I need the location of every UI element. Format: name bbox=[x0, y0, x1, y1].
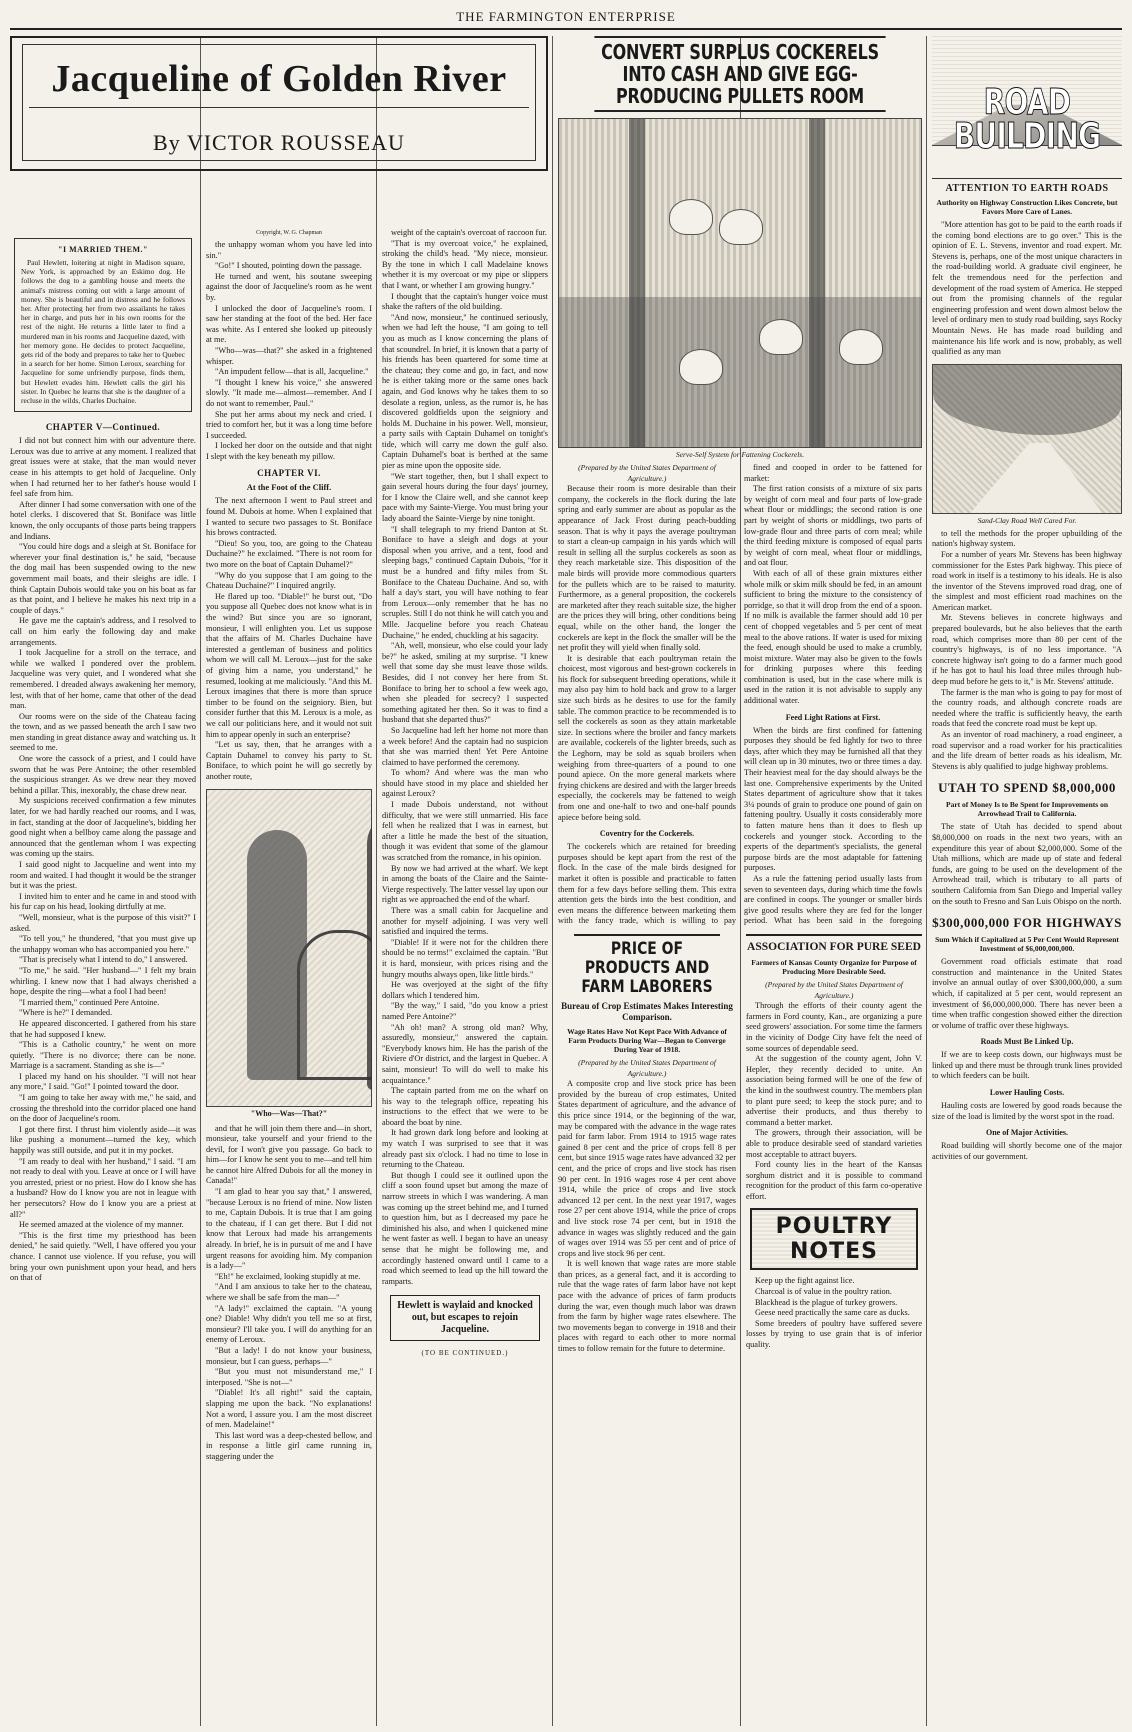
paragraph: "This is a Catholic country," he went on more quietly. "There is no divorce; there can be none. Marriage is a sacrament. Standing as she is—" bbox=[10, 1040, 196, 1071]
paragraph: I locked her door on the outside and that night I slept with the key beneath my pillow. bbox=[206, 441, 372, 461]
paragraph: "An impudent fellow—that is all, Jacqueline." bbox=[215, 367, 369, 377]
paragraph: "That is precisely what I intend to do," I answered. bbox=[19, 955, 188, 965]
paragraph: "But a lady! I do not know your business, monsieur, but I can guess, perhaps—" bbox=[206, 1345, 372, 1366]
price-body bbox=[558, 1079, 736, 1354]
paragraph: "Who—was—that?" she asked in a frightened whisper. bbox=[206, 345, 372, 366]
paragraph: The first ration consists of a mixture of six parts by weight of corn meal and four parts of low-grade wheat flour or middlings; the second ration is one part by weight of shorts or middlings, two parts of low-grade flour and three parts of corn meal; while the third feeding mixture is composed of equal parts by weight of corn meal, wheat flour or middlings, and oat flour. bbox=[744, 484, 922, 568]
major-body bbox=[932, 1141, 1122, 1162]
man-figure bbox=[367, 810, 372, 1090]
road-article bbox=[932, 36, 1122, 1726]
road-body-b bbox=[932, 529, 1122, 773]
paragraph: This last word was a deep-chested bellow, and in response a little girl came running in, staggering under the bbox=[206, 1430, 372, 1461]
paragraph: "Well, monsieur, what is the purpose of this visit?" I asked. bbox=[10, 912, 196, 933]
linked-body bbox=[932, 1050, 1122, 1082]
seed-deck: Farmers of Kansas County Organize for Purpose of Producing More Desirable Seed. bbox=[751, 958, 917, 976]
price-credit: (Prepared by the United States Department of Agriculture.) bbox=[578, 1058, 716, 1078]
serial-column-1 bbox=[10, 232, 196, 1726]
paragraph: "I married them," continued Pere Antoine. bbox=[19, 997, 160, 1007]
hen-icon bbox=[719, 209, 763, 245]
paragraph: "I shall telegraph to my friend Danton at St. Boniface to have a sleigh and dogs at your disposal when you arrive, and a tent, food and sleeping bags," continued Captain Dubois, "for it must be a hundred and fifty miles from St. Boniface to the Chateau Duchaine. And so, with half a day's start, you will have nothing to fear from Leroux—only remember that he has no scruples. Still I do not think he will catch you and Mlle. Jacqueline before you reach Chateau Duchaine," he ended, chuckling at his sagacity. bbox=[382, 524, 548, 640]
paragraph: When the birds are first confined for fattening purposes they should be fed lightly for two to three days, after which they may be furnished all that they will clean up in 30 minutes, two or three times a day. Their heaviest meal for the day should always be the last one. Comprehensive experiments by the United States department of agriculture show that it takes 3¼ pounds of grain to produce one pound of gain on fattening poultry. Usually it costs considerably more to fatten mature hens than it does to flesh up cockerels and younger stock. According to the experts of the department's specialists, the general purpose birds are the most adaptable for fattening purposes. bbox=[744, 725, 922, 873]
paragraph: I took Jacqueline for a stroll on the terrace, and while we walked I pondered over the problem. Jacqueline was very quiet, and I wondered what she remembered. I dreaded always awakening her memory, lest, with that of her home, came that other of the dead man. bbox=[10, 648, 196, 711]
serial-column-3 bbox=[382, 228, 548, 1726]
paragraph: The cockerels which are retained for breeding purposes should be kept apart from the rest of the flock. In the case of the male birds designed for market it often is possible and practicable to fatten them for a few days before selling them. This extra attention gets the birds into the best condition, and even means the difference between marketing them with the fancy trade, which is willing to pay bbox=[558, 842, 736, 926]
paragraph: "Let us say, then, that he arranges with a Captain Duhamel to convey his party to St. Boniface, to which point he will go secretly by another route, bbox=[206, 740, 372, 781]
paragraph: He gave me the captain's address, and I resolved to call on him early the following day and make arrangements. bbox=[10, 616, 196, 647]
paragraph: The next afternoon I went to Paul street and found M. Dubois at home. When I explained that I wanted to secure two passages to St. Boniface his brows contracted. bbox=[206, 496, 372, 538]
column-rule bbox=[552, 36, 553, 1726]
paragraph: I did not but connect him with our adventure there. Leroux was due to arrive at any moment. I realized that great issues were at stake, that the man would never cease in his attempts to get hold of Jacqueline. Only when I had returned her to her father's house would I feel safe from him. bbox=[10, 436, 196, 499]
poultry-photo bbox=[558, 118, 922, 448]
paragraph: "Where is he?" I demanded. bbox=[19, 1008, 113, 1018]
paragraph: to tell the methods for the proper upbuilding of the nation's highway system. bbox=[932, 528, 1122, 549]
utah-body bbox=[932, 822, 1122, 907]
paragraph: I thought that the captain's hunger voice must shake the rafters of the old building. bbox=[382, 291, 548, 312]
paragraph: But though I could see it outlined upon the cliff a soon found upset but among the maze of narrow streets in which I was wandering. A man was coming up the street behind me, and I turned to question him, but as I decreased my pace he diminished his also, and when I quickened mine he went faster as well. I began to have an uneasy sense that he might be following me, and accordingly hastened onward until I came to a road which seemed to lead up the hill toward the ramparts. bbox=[382, 1170, 548, 1286]
paragraph: Through the efforts of their county agent the farmers in Ford county, Kan., are organizing a pure seed growers' association. For some time the farmers in the vicinity of Dodge City have felt the need of some sources of dependable seed. bbox=[746, 1001, 922, 1053]
road-deck: Authority on Highway Construction Likes Concrete, but Favors More Care of Lanes. bbox=[936, 198, 1118, 216]
paragraph: A composite crop and live stock price has been provided by the bureau of crop estimates, United States department of agriculture, and the advance of this price since 1914, or the beginning of the war, may be compared with the advance in the wage rates paid for farm labor. From 1914 to 1915 wage rates gained 8 per cent and the price of crops fell 8 per cent, but since 1915 wage rates have advanced 32 per cent, and the price of crops and live stock has risen 90 per cent. In 1916 wages rose 4 per cent above 1914, while the price of crops and live stock advanced 12 per cent. In the next year 1917, wages rose 27 per cent above 1914, while the price of crops and live stock rose 74 per cent, but in 1918 the advance in wages was slightly reduced and the gain of wages over 1914 was 55 per cent and of price of crops and live stock 96 per cent. bbox=[558, 1079, 736, 1258]
paragraph: "This is the first time my priesthood has been denied," he said quietly. "Well, I have offered you your chance. I cannot use violence. If you refuse, you will bring your own punishment upon your head, and hers on that of bbox=[10, 1230, 196, 1283]
masthead-title: THE FARMINGTON ENTERPRISE bbox=[456, 9, 676, 24]
chapter-vi-heading: CHAPTER VI. bbox=[257, 468, 321, 479]
paragraph: He turned and went, his soutane sweeping against the door of Jacqueline's room as he went by. bbox=[206, 271, 372, 302]
column-rule bbox=[926, 36, 927, 1726]
paragraph: Because their room is more desirable than their company, the cockerels in the flock during the late spring and early summer are about as popular as the appearance of Jack Frost during peach-budding season. That is why it pays the average poultryman to start a clean-up campaign in his yards which will result in selling all the surplus cockerels as soon as they reach marketable size. This disposition of the male birds will provide more commodious quarters for the pullets which are to be raised to maturity. Furthermore, as a general proposition, the cockerels are marketed after they reach suitable size, the higher are the prices they will bring, other conditions being equal, while on the other hand, the longer the cockerels are kept in the flock the smaller will be the net profit they will yield when finally sold. bbox=[558, 484, 736, 653]
paragraph: Keep up the fight against lice. bbox=[755, 1276, 855, 1286]
paragraph: The captain parted from me on the wharf on his way to the telegraph office, repeating his instructions to the effect that we were to be aboard the boat by nine. bbox=[382, 1086, 548, 1127]
poultry-headline: CONVERT SURPLUS COCKERELS INTO CASH AND GIVE EGG-PRODUCING PULLETS ROOM bbox=[594, 36, 885, 112]
hen-icon bbox=[679, 349, 723, 385]
paragraph: I got there first. I thrust him violently aside—it was like pushing a monument—turned the key, which happily was still outside, and put it in my pocket. bbox=[10, 1124, 196, 1156]
serial-header bbox=[10, 36, 548, 226]
serial-title: Jacqueline of Golden River bbox=[51, 58, 507, 100]
paragraph: As an inventor of road machinery, a road engineer, a road supervisor and a road worker for his practicalities and the life dream of better roads as his idealism, Mr. Stevens is ably qualified to judge highway problems. bbox=[932, 730, 1122, 771]
paragraph: Blackhead is the plague of turkey growers. bbox=[755, 1297, 898, 1307]
paragraph: There was a small cabin for Jacqueline and another for myself adjoining. I was very well satisfied and inquired the terms. bbox=[382, 906, 548, 937]
poultry-right-body-b bbox=[744, 726, 922, 926]
paragraph: At the suggestion of the county agent, John V. Hepler, they recently decided to unite. An association being formed will be one of the few of the kind in the southwest country. The members plan to plant pure seed; to keep the stock pure; and to advertise their products, and thus thereby to command a better market. bbox=[746, 1054, 922, 1127]
paragraph: "But you must not misunderstand me," I interposed. "She is not—" bbox=[206, 1367, 372, 1387]
paragraph: "Ah oh! man? A strong old man? Why, assuredly, monsieur," answered the captain. "Everybody knows him. He has the parish of the Riviere d'Or district, and the largest in Quebec. A saint, monsieur! To will do well to make his acquaintance." bbox=[382, 1022, 548, 1085]
price-headline: PRICE OF PRODUCTS AND FARM LABORERS bbox=[574, 934, 720, 997]
paragraph: It is desirable that each poultryman retain the choicest, most vigorous and best-grown cockerels in his flock for subsequent breeding operations, while it may also pay him to hold back and grow to a larger size such birds as he desires to use for the family table. The common practice to be recommended is to sell the cockerels as soon as they attain marketable size. In sections where the broiler and fancy markets are available, cockerels of the lighter breeds, such as the Leghorn, may be sold as squab broilers when weighing from three-quarters of a pound to one pound apiece. On the more general markets where frying chickens are desired and with the larger breeds especially, the cockerels may be fattened to weigh from one and one-half to two and one-half pounds apiece before being sold. bbox=[558, 653, 736, 822]
paragraph: As a rule the fattening period usually lasts from seven to seventeen days, during which time the fowls are confined in coops. The younger or smaller birds give good results where they are fed for the longer period. What has been said in the foregoing bbox=[744, 873, 922, 926]
subhead-coventry: Coventry for the Cockerels. bbox=[599, 829, 695, 839]
paragraph: To whom? And where was the man who should have stood in my place and shielded her against Leroux? bbox=[382, 768, 548, 799]
paragraph: "To me," he said. "Her husband—" I felt my brain whirling. I knew now that I had always cherished a hope, despite the ring—what a fool I had been! bbox=[10, 965, 196, 997]
paragraph: He was overjoyed at the sight of the fifty dollars which I tendered him. bbox=[382, 980, 548, 1000]
paragraph: "A lady!" exclaimed the captain. "A young one? Diable! Why didn't you tell me so at first, monsieur? I'll take you. I will do anything for an enemy of Leroux. bbox=[206, 1303, 372, 1345]
poultry-notes-headline: POULTRY NOTES bbox=[750, 1208, 918, 1270]
paragraph: Hauling costs are lowered by good roads because the size of the load is limited by the worst spot in the road. bbox=[932, 1101, 1122, 1121]
illustration-caption: "Who—Was—That?" bbox=[250, 1108, 328, 1118]
seed-article bbox=[746, 934, 922, 1726]
synopsis-box bbox=[14, 238, 192, 412]
paragraph: I made Dubois understand, not without difficulty, that we were still unmarried. His face fell when he realized that I was in earnest, but after a little he made the best of the situation, though it was evident that some of the glamour was scratched from the romance, in his opinion. bbox=[382, 800, 548, 863]
newspaper-page bbox=[10, 6, 1122, 1726]
paragraph: Road building will shortly become one of the major activities of our government. bbox=[932, 1141, 1122, 1161]
paragraph: "Eh!" he exclaimed, looking stupidly at me. bbox=[215, 1271, 361, 1281]
paragraph: Geese need practically the same care as ducks. bbox=[755, 1308, 910, 1318]
price-deck: Bureau of Crop Estimates Makes Interesting Comparison. bbox=[561, 1001, 733, 1022]
paragraph: My suspicions received confirmation a few minutes later, for we had hardly reached our rooms, and I was, in fact, standing at the door of Jacqueline's, bidding her good night when a bellboy came along the passage and announced that the gentleman whom I was expecting was coming up the stairs. bbox=[10, 796, 196, 859]
paragraph: It had grown dark long before and looking at my watch I was surprised to see that it was already past six o'clock. I had no time to lose in returning to the Chateau. bbox=[382, 1128, 548, 1170]
paragraph: weight of the captain's overcoat of raccoon fur. bbox=[391, 228, 547, 237]
copyright-line: Copyright, W. G. Chapman bbox=[256, 230, 322, 236]
column-rule bbox=[200, 36, 201, 1726]
paragraph: I placed my hand on his shoulder. "I will not hear any more," I said. "Go!" I pointed toward the door. bbox=[10, 1071, 196, 1092]
paragraph: "Diable! If it were not for the children there should be no terms!" exclaimed the captain. "But it is hard, monsieur, with prices rising and the hungry mouths always open, like little birds." bbox=[382, 937, 548, 979]
major-headline: One of Major Activities. bbox=[985, 1128, 1069, 1138]
synopsis-text: Paul Hewlett, loitering at night in Madison square, New York, is approached by an Eskimo dog. He follows the dog to a gambling house and meets the animal's mistress coming out with a large amount of money. She is beautiful and in distress and he follows her. After protecting her from two assailants he takes her in charge, and puts her in his own rooms for the rest of the night. He returns a little later to find a murdered man in his rooms and Jacqueline dazed, with her memory gone. He decides to protect Jacqueline, gets rid of the body and prepares to take her to Quebec in a search for her home. Simon Leroux, searching for Jacqueline for some unfriendly purpose, finds them, but Hewlett evades him. Hewlett calls the girl his sister. In Quebec he learns that she is the daughter of a recluse in the wilds, Charles Duchaine. bbox=[21, 258, 185, 406]
highways-body bbox=[932, 957, 1122, 1031]
road-body bbox=[932, 220, 1122, 358]
synopsis-title: "I MARRIED THEM." bbox=[58, 245, 148, 254]
paragraph: So Jacqueline had left her home not more than a week before! And the captain had no suspicion that she was married then! Yet Pere Antoine claimed to have performed the ceremony. bbox=[382, 725, 548, 767]
paragraph: "I am going to take her away with me," he said, and crossing the threshold into the corridor placed one hand on the door of Jacqueline's room. bbox=[10, 1093, 196, 1124]
serial-body-2c bbox=[206, 1124, 372, 1463]
paragraph: "I thought I knew his voice," she answered slowly. "It made me—almost—remember. And I do not want to remember, Paul." bbox=[206, 377, 372, 408]
seed-credit: (Prepared by the United States Department of Agriculture.) bbox=[765, 980, 903, 1000]
serial-body-2b bbox=[206, 496, 372, 782]
hen-icon bbox=[839, 329, 883, 365]
hen-icon bbox=[759, 319, 803, 355]
paragraph: "By the way," I said, "do you know a priest named Pere Antoine?" bbox=[382, 1001, 548, 1021]
poultry-credit: (Prepared by the United States Department of Agriculture.) bbox=[578, 463, 716, 483]
poultry-left-body-b bbox=[558, 842, 736, 926]
serial-title-box bbox=[10, 36, 548, 171]
continued-line: (TO BE CONTINUED.) bbox=[421, 1349, 509, 1358]
paragraph: "To tell you," he thundered, "that you must give up the unhappy woman who has accompanied you here." bbox=[10, 934, 196, 954]
paragraph: "I am ready to deal with her husband," I said. "I am not ready to deal with you. Leave at once or I will have you arrested, priest or no priest. How do I know she has a husband? How do I know you are not in league with her persecutors? How do I know you are a priest at all?" bbox=[10, 1156, 196, 1219]
paragraph: He flared up too. "Diable!" he burst out, "Do you suppose all Quebec does not know what is in the wind? But since you are so ignorant, monsieur, I will enlighten you. Let us suppose that the affairs of M. Charles Duchaine have interested a gentleman of business and politics whom we will call M. Leroux—just for the sake of giving him a name, you understand," he resumed, looking at me maliciously. "And this M. Leroux imagines that there is more than spruce timber to be found on the seigniory. Bien, but consider further that this M. Leroux is a mole, as we call our politicians here, and it would not suit him to appear openly in such an enterprise? bbox=[206, 591, 372, 739]
hauling-body bbox=[932, 1101, 1122, 1122]
seed-headline: ASSOCIATION FOR PURE SEED bbox=[746, 934, 922, 954]
chapter-v-heading: CHAPTER V—Continued. bbox=[45, 422, 161, 433]
poultry-notes-body bbox=[746, 1276, 922, 1350]
paragraph: "Ah, well, monsieur, who else could your lady be?" he asked, smiling at my surprise. "I knew well that some day she must leave those wilds. Besides, did I not convey her here from St. Boniface to bring her to school a few week ago, when she pleaded for secrecy? I suspected something agitated her then. So it was to find a husband that she departed thus?" bbox=[382, 641, 548, 725]
paragraph: "That is my overcoat voice," he explained, stroking the child's head. "My niece, monsieur. By the tone in which I call Madelaine knows whether it is my overcoat or my pipe or slippers that I want, or whether I am growing hungry." bbox=[382, 238, 548, 290]
paragraph: I invited him to enter and he came in and stood with his fur cap on his head, looking dirtfully at me. bbox=[10, 891, 196, 912]
paragraph: Ford county lies in the heart of the Kansas sorghum district and it is possible to command recognition for the product of this farm co-operative effort. bbox=[746, 1160, 922, 1201]
paragraph: The growers, through their association, will be able to produce desirable seed of standard varieties most acceptable to attract buyers. bbox=[746, 1128, 922, 1159]
road-title: ROAD BUILDING bbox=[953, 82, 1101, 157]
chapter-vi-subtitle: At the Foot of the Cliff. bbox=[246, 482, 332, 493]
paragraph: Our rooms were on the side of the Chateau facing the town, and as we passed beneath the arch I saw two men standing in great distance away and watching us. It seemed to me. bbox=[10, 711, 196, 753]
paragraph: "And I am anxious to take her to the chateau, where we shall be safe from the man—" bbox=[206, 1282, 372, 1302]
price-deck-2: Wage Rates Have Not Kept Pace With Advance of Farm Products During War—Began to Converge During Year of 1918. bbox=[567, 1027, 727, 1054]
highways-headline: $300,000,000 FOR HIGHWAYS bbox=[932, 915, 1122, 931]
teaser-box: Hewlett is waylaid and knocked out, but escapes to rejoin Jacqueline. bbox=[390, 1295, 540, 1341]
serial-body-3 bbox=[382, 228, 548, 1287]
paragraph: and that he will join them there and—in short, monsieur, take yourself and your friend to the devil, for I won't give you passage. Go back to him—for I know he sent you to me—and tell him he cannot hire Alfred Dubois for all the money in Canada!" bbox=[206, 1123, 372, 1186]
poultry-photo-caption: Serve-Self System for Fattening Cockerels. bbox=[675, 450, 805, 459]
seed-body bbox=[746, 1001, 922, 1202]
serial-body-2a bbox=[206, 240, 372, 462]
paragraph: The state of Utah has decided to spend about $8,000,000 on roads in the next two years, with an expenditure this year of about $2,000,000. Some of the Utah millions, which are made up of state and federal funds, are going to be used on the development of the Arrowhead trail, which is tributary to all parts of southern California from San Diego and Imperial valley on the south to Fresno and San Luis Obispo on the north. bbox=[932, 822, 1122, 906]
road-photo-caption: Sand-Clay Road Well Cared For. bbox=[977, 515, 1077, 525]
paragraph: "More attention has got to be paid to the earth roads if the coming bond elections are to go over." This is the opinion of E. L. Stevens, inventor and road expert. Mr. Stevens is, perhaps, one of the most unique characters in the road-building world. A graduate civil engineer, he felt the tremendous need for the perfection and development of the road system of America. He stepped out from the promising channels of the regular engineering profession and went down almost below the level of ordinary men to study road building, says Rocky Mountain News. He has made road building and maintenance his life work and is now, probably, as well qualified as any man bbox=[932, 220, 1122, 357]
paragraph: "Diable! It's all right!" said the captain, slapping me upon the back. "No explanations! Not a word, I assure you. I am the most discreet of men. Madelaine!" bbox=[206, 1388, 372, 1430]
paragraph: For a number of years Mr. Stevens has been highway commissioner for the Estes Park highway. This piece of road work in itself is a testimony to his ideals. He is also the inventor of the Stevens improved road drag, one of the simplest and most efficient road machines on the American market. bbox=[932, 549, 1122, 612]
paragraph: "You could hire dogs and a sleigh at St. Boniface for wherever your final destination is," he said, "because the dog mail has been suspended owing to the new government mail boats, and their sleighs are idle. I think Captain Dubois would take you on his boat as far as that point, and I believe he makes his next trip in a couple of days." bbox=[10, 542, 196, 615]
paragraph: Some breeders of poultry have suffered severe losses by trying to use grain that is of inferior quality. bbox=[746, 1318, 922, 1350]
paragraph: The farmer is the man who is going to pay for most of the country roads, and although concrete roads are needed where the traffic is sufficiently heavy, the earth roads that feed the concrete road must be kept up. bbox=[932, 687, 1122, 729]
poultry-article bbox=[558, 36, 922, 926]
paragraph: Charcoal is of value in the poultry ration. bbox=[755, 1287, 892, 1297]
column-rule bbox=[376, 36, 377, 1726]
hen-icon bbox=[669, 199, 713, 235]
poultry-left-body bbox=[558, 484, 736, 823]
paragraph: One wore the cassock of a priest, and I could have sworn that he was Pere Antoine; the other resembled the suspicious stranger. As we drew near they moved behind a pillar. This, inexorably, the chase drew near. bbox=[10, 754, 196, 795]
paragraph: He appeared disconcerted. I gathered from his stare that he had supposed I knew. bbox=[10, 1018, 196, 1039]
road-kicker: ATTENTION TO EARTH ROADS bbox=[932, 178, 1122, 194]
poultry-right-body bbox=[744, 463, 922, 707]
paragraph: "And now, monsieur," he continued seriously, when we had left the house, "I am going to tell you as much as I know concerning the plans of that scoundrel. In brief, it is known that a party of his friends has been quartered for some time at the chateau; they come and go, in fact, and now he is either taking more or the same ones back again, and God knows why he takes them to so desolate a region, unless, as the rumor is, he has discovered goldfields upon the seigniory and holds M. Duchaine in his power. Well, monsieur, a party sails with Captain Duhamel on tonight's tide, which will carry me down the gulf also. Captain Duhamel's boat is berthed at the same pier as mine upon the opposite side. bbox=[382, 312, 548, 471]
paragraph: "Go!" I shouted, pointing down the passage. bbox=[215, 261, 362, 271]
utah-deck: Part of Money Is to Be Spent for Improvements on Arrowhead Trail to California. bbox=[945, 800, 1108, 819]
paragraph: "I am glad to hear you say that," I answered, "because Leroux is no friend of mine. Now listen to me, Captain Dubois. It is true that I am going to the chateau, if I can get there. But I did not know that Leroux had made his arrangements already. In brief, he is in pursuit of me and I have urgent reasons for avoiding him. My companion is a lady—" bbox=[206, 1187, 372, 1271]
paragraph: He seemed amazed at the violence of my manner. bbox=[19, 1220, 184, 1230]
paragraph: "We start together, then, but I shall expect to gain several hours during the four days' journey, for I know the Claire well, and she cannot keep pace with my Sainte-Vierge. You must bring your lady aboard the Sainte-Vierge by nine tonight. bbox=[382, 471, 548, 524]
bed-frame bbox=[297, 930, 372, 1080]
paragraph: Government road officials estimate that road construction and maintenance in the United States involve an annual outlay of over $300,000,000, a sum which, if capitalized at 5 per cent, would represent an investment of $6,000,000,000. There has never been a time when traffic congestion showed either the direction or volume of traffic over these highways. bbox=[932, 957, 1122, 1030]
paragraph: I unlocked the door of Jacqueline's room. I saw her standing at the foot of the bed. Her face was white. As I entered she looked up piteously at me. bbox=[206, 303, 372, 345]
paragraph: I said good night to Jacqueline and went into my room and waited. I had thought it would be the stranger but it was the priest. bbox=[10, 860, 196, 891]
paragraph: With each of all of these grain mixtures either whole milk or skim milk should be fed, in an amount sufficient to bring the mixture to the consistency of porridge, so that it will drop from the end of a spoon. If no milk is available the farmer should add 10 per cent of chopped vegetables and 5 per cent of meat meal to the above rations. If water is used for mixing the feed, enough should be used to make a crumbly, moist mixture. Water may also be given to the fowls for drinking purposes where this feeding combination is used, but in the case where milk is used in the ration it is not advisable to supply any additional water. bbox=[744, 568, 922, 706]
serial-column-2 bbox=[206, 228, 372, 1726]
serial-body-1 bbox=[10, 436, 196, 1284]
serial-byline: By VICTOR ROUSSEAU bbox=[153, 130, 405, 155]
linked-headline: Roads Must Be Linked Up. bbox=[980, 1037, 1074, 1047]
subhead-feed: Feed Light Rations at First. bbox=[785, 712, 881, 722]
paragraph: After dinner I had some conversation with one of the hotel clerks. I discovered that St. Boniface was little known, the only occupants of those parts being trappers and Indians. bbox=[10, 499, 196, 541]
paragraph: If we are to keep costs down, our highways must be linked up and there must be through trunk lines provided to which feeders can be built. bbox=[932, 1050, 1122, 1081]
utah-headline: UTAH TO SPEND $8,000,000 bbox=[938, 780, 1116, 796]
paragraph: She put her arms about my neck and cried. I tried to comfort her, but it was a long time before I succeeded. bbox=[206, 409, 372, 440]
paragraph: "Dieu! So you, too, are going to the Chateau Duchaine?" he exclaimed. "There is not room for two more on the boat of Captain Duhamel?" bbox=[206, 538, 372, 570]
serial-illustration bbox=[206, 789, 372, 1107]
highways-deck: Sum Which if Capitalized at 5 Per Cent Would Represent Investment of $6,000,000,000. bbox=[935, 935, 1119, 954]
paragraph: the unhappy woman whom you have led into sin." bbox=[206, 240, 372, 260]
hauling-headline: Lower Hauling Costs. bbox=[989, 1088, 1065, 1098]
masthead bbox=[10, 6, 1122, 30]
paragraph: By now we had arrived at the wharf. We kept in among the boats of the Claire and the Sainte-Vierge respectively. The latter vessel lay upon our right as we approached the end of the wharf. bbox=[382, 863, 548, 905]
road-photo bbox=[932, 364, 1122, 514]
paragraph: "Why do you suppose that I am going to the Chateau Duchaine?" I inquired angrily. bbox=[206, 570, 372, 591]
paragraph: fined and cooped in order to be fattened for market: bbox=[744, 463, 922, 483]
paragraph: It is well known that wage rates are more stable than prices, as a general fact, and it is according to rule that the wage rates of farm labor have not kept pace with the advance of prices of farm products during the war, even though much labor was drawn from the farm by higher wage rates elsewhere. The two movements began to converge in 1918 and their places with regard to each other to more normal times to follow remain for the future to determine. bbox=[558, 1259, 736, 1354]
paragraph: Mr. Stevens believes in concrete highways and prepared boulevards, but he also believes that the earth road, which comprises more than 80 per cent of the country's highways, is of no less importance. "A concrete highway isn't going to do a farmer much good if he has got to haul his load three miles through hub-deep mud before he gets to it," is Mr. Stevens' attitude. bbox=[932, 613, 1122, 687]
price-article bbox=[558, 934, 736, 1726]
